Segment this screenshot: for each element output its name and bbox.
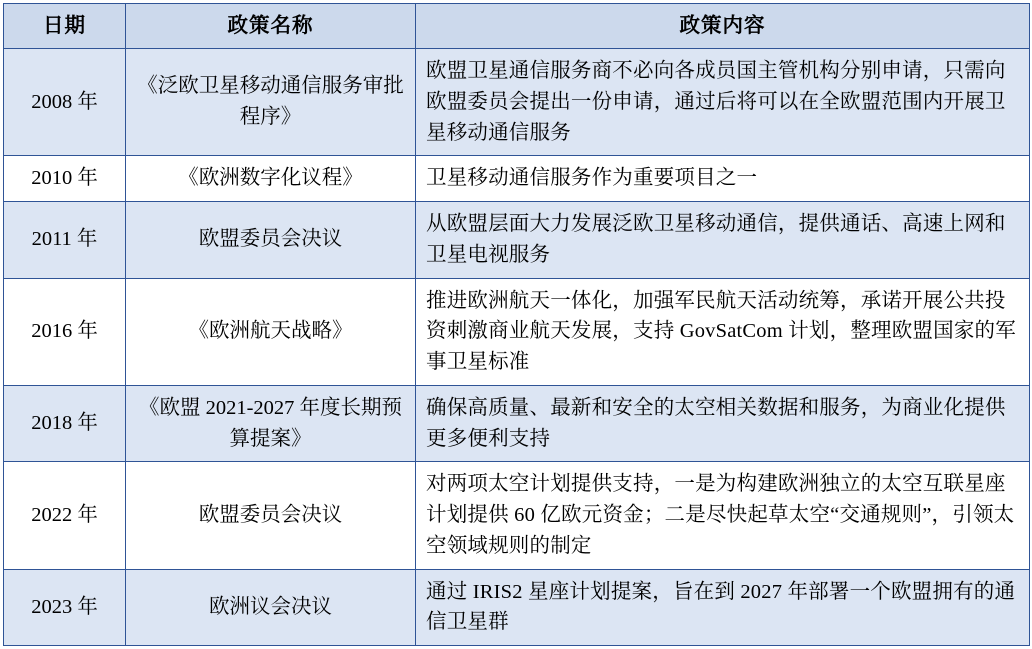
document-page [0,3,1032,649]
cell-date: 2008 年 [4,49,126,156]
table-body [4,49,1030,646]
table-header [4,4,1030,49]
cell-policy-name: 《欧洲航天战略》 [126,278,416,385]
cell-policy-content: 对两项太空计划提供支持，一是为构建欧洲独立的太空互联星座计划提供 60 亿欧元资金；二是尽快起草太空“交通规则”，引领太空领域规则的制定 [416,462,1030,569]
column-header-date: 日期 [4,4,126,49]
cell-date: 2023 年 [4,569,126,646]
column-header-policy-content: 政策内容 [416,4,1030,49]
cell-policy-content: 卫星移动通信服务作为重要项目之一 [416,156,1030,202]
cell-policy-content: 欧盟卫星通信服务商不必向各成员国主管机构分别申请，只需向欧盟委员会提出一份申请，通过后将可以在全欧盟范围内开展卫星移动通信服务 [416,49,1030,156]
policy-table [3,3,1030,646]
table-header-row [4,4,1030,49]
table-row [4,385,1030,462]
cell-policy-name: 《欧盟 2021-2027 年度长期预算提案》 [126,385,416,462]
cell-policy-name: 欧盟委员会决议 [126,462,416,569]
table-row [4,49,1030,156]
cell-date: 2011 年 [4,202,126,279]
cell-policy-name: 欧洲议会决议 [126,569,416,646]
cell-policy-content: 推进欧洲航天一体化，加强军民航天活动统筹，承诺开展公共投资刺激商业航天发展，支持 GovSatCom 计划，整理欧盟国家的军事卫星标准 [416,278,1030,385]
cell-policy-name: 《欧洲数字化议程》 [126,156,416,202]
table-row [4,278,1030,385]
column-header-policy-name: 政策名称 [126,4,416,49]
cell-policy-content: 确保高质量、最新和安全的太空相关数据和服务，为商业化提供更多便利支持 [416,385,1030,462]
cell-date: 2016 年 [4,278,126,385]
table-row [4,462,1030,569]
cell-date: 2018 年 [4,385,126,462]
table-row [4,202,1030,279]
cell-policy-content: 从欧盟层面大力发展泛欧卫星移动通信，提供通话、高速上网和卫星电视服务 [416,202,1030,279]
cell-policy-name: 欧盟委员会决议 [126,202,416,279]
cell-date: 2010 年 [4,156,126,202]
cell-date: 2022 年 [4,462,126,569]
cell-policy-content: 通过 IRIS2 星座计划提案，旨在到 2027 年部署一个欧盟拥有的通信卫星群 [416,569,1030,646]
cell-policy-name: 《泛欧卫星移动通信服务审批程序》 [126,49,416,156]
table-row [4,156,1030,202]
table-row [4,569,1030,646]
